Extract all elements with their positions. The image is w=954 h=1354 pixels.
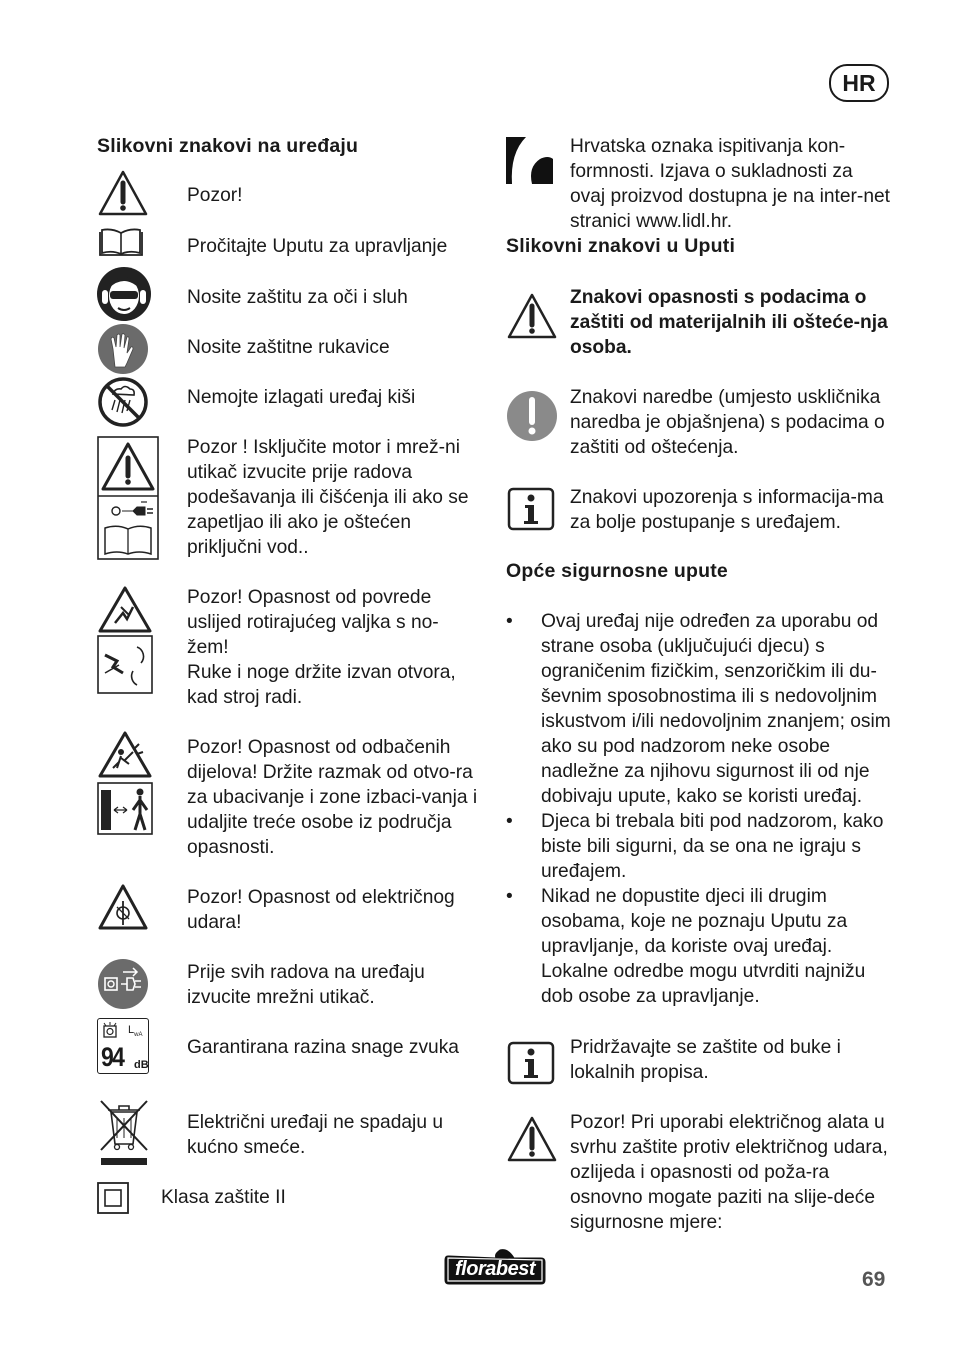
warning-note-text: Pozor! Pri uporabi električnog alata u svrhu zaštite protiv električnog udara, ozlijeda i opasnosti od poža-ra osnovno mogate paziti na slije-deće sigurnosne mjere: [570, 1112, 888, 1233]
left-item-text: Pozor! Opasnost od povrede uslijed rotirajućeg valjka s no-žem! Ruke i noge držite izvan otvora, kad stroj radi. [187, 587, 456, 708]
bullet-icon: • [506, 611, 513, 632]
warning-triangle-icon [506, 292, 558, 340]
list-item: • Nikad ne dopustite djeci ili drugim osobama, koje ne poznaju Uputu za upravljanje, da koriste ovaj uređaj. Lokalne odredbe mogu utvrditi najnižu dob osobe za upravljanje. [506, 886, 866, 1007]
left-item-text: Električni uređaji ne spadaju u kućno smeće. [187, 1112, 443, 1158]
left-item-text: Prije svih radova na uređaju izvucite mrežni utikač. [187, 962, 425, 1008]
noise-note-text: Pridržavajte se zaštite od buke i lokalnih propisa. [570, 1037, 841, 1083]
left-heading: Slikovni znakovi na uređaju [97, 135, 359, 157]
right-heading-safety: Opće sigurnosne upute [506, 560, 728, 582]
list-item: • Djeca bi trebala biti pod nadzorom, kako biste bili sigurni, da se ona ne igraju s uređajem. [506, 811, 884, 882]
left-item-text: Pozor! Opasnost od električnog udara! [187, 887, 455, 933]
thrown-objects-icon [97, 730, 153, 836]
left-item-text: Pozor ! Isključite motor i mrež-ni utikač izvucite prije radova podešavanja ili čišćenja ili ako se zapetljao ili ako je oštećen priključni vod.. [187, 437, 469, 558]
bullet-icon: • [506, 811, 513, 832]
left-item-text: Garantirana razina snage zvuka [187, 1037, 459, 1058]
electric-shock-icon [97, 883, 149, 931]
brand-logo [442, 1246, 548, 1286]
info-icon [507, 487, 555, 531]
bullet-icon: • [506, 886, 513, 907]
safety-bullet-list [506, 609, 896, 1009]
right-heading-signs: Slikovni znakovi u Uputi [506, 235, 736, 257]
open-book-icon [97, 228, 145, 258]
speaker-icon [100, 1022, 120, 1040]
left-item-text: Klasa zaštite II [161, 1187, 286, 1208]
no-rain-icon [97, 376, 149, 428]
sign-text: Znakovi naredbe (umjesto uskličnika naredba je objašnjena) s podacima o zaštiti od oštećenja. [570, 387, 885, 458]
switch-off-unplug-icon [97, 436, 159, 560]
left-item-text: Nemojte izlagati uređaj kiši [187, 387, 416, 408]
left-item-text: Pozor! [187, 185, 243, 206]
logo-text: florabest [455, 1258, 535, 1280]
left-item-text: Nosite zaštitu za oči i sluh [187, 287, 408, 308]
conformity-text: Hrvatska oznaka ispitivanja kon-formnosti. Izjava o sukladnosti za ovaj proizvod dostupna je na inter-net stranici www.lidl.hr. [570, 136, 890, 232]
warning-triangle-icon [97, 169, 149, 217]
info-icon [507, 1041, 555, 1085]
sound-power-icon [97, 1018, 149, 1074]
db-unit: dB [134, 1059, 149, 1071]
rotating-blade-icon [97, 585, 153, 695]
sign-text: Znakovi opasnosti s podacima o zaštiti od materijalnih ili ošteće-nja osoba. [570, 287, 888, 358]
mandatory-sign-icon [506, 390, 558, 442]
class-ii-icon [97, 1182, 129, 1214]
eye-ear-protection-icon [96, 266, 152, 322]
left-item-text: Nosite zaštitne rukavice [187, 337, 390, 358]
list-item: • Ovaj uređaj nije određen za uporabu od strane osoba (uključujući djecu) s ograničenim fizičkim, senzoričkim ili du-ševnim sposobnostima ili s nedovoljnim iskustvom i/ili nedovoljnim znanjem; osim ako su pod nadzorom neke osobe nadležne za njihovu sigurnost ili od nje dobivaju upute, kako se koristi uređaj. [506, 611, 891, 807]
lwa-label: $L_{wA}$ [128, 1024, 143, 1039]
warning-triangle-icon [506, 1115, 558, 1163]
unplug-icon [97, 958, 149, 1010]
weee-bin-icon [97, 1098, 151, 1168]
left-item-text: Pozor! Opasnost od odbačenih dijelova! Držite razmak od otvo-ra za ubacivanje i zone izbaci-vanja i udaljite treće osobe iz područja opasnosti. [187, 737, 478, 858]
sign-text: Znakovi upozorenja s informacija-ma za bolje postupanje s uređajem. [570, 487, 884, 533]
gloves-icon [97, 323, 149, 375]
conformity-mark-icon [506, 137, 553, 184]
language-badge: HR [829, 64, 889, 102]
page-number: 69 [862, 1268, 886, 1291]
db-value: 94 [101, 1042, 124, 1072]
left-item-text: Pročitajte Uputu za upravljanje [187, 236, 448, 257]
